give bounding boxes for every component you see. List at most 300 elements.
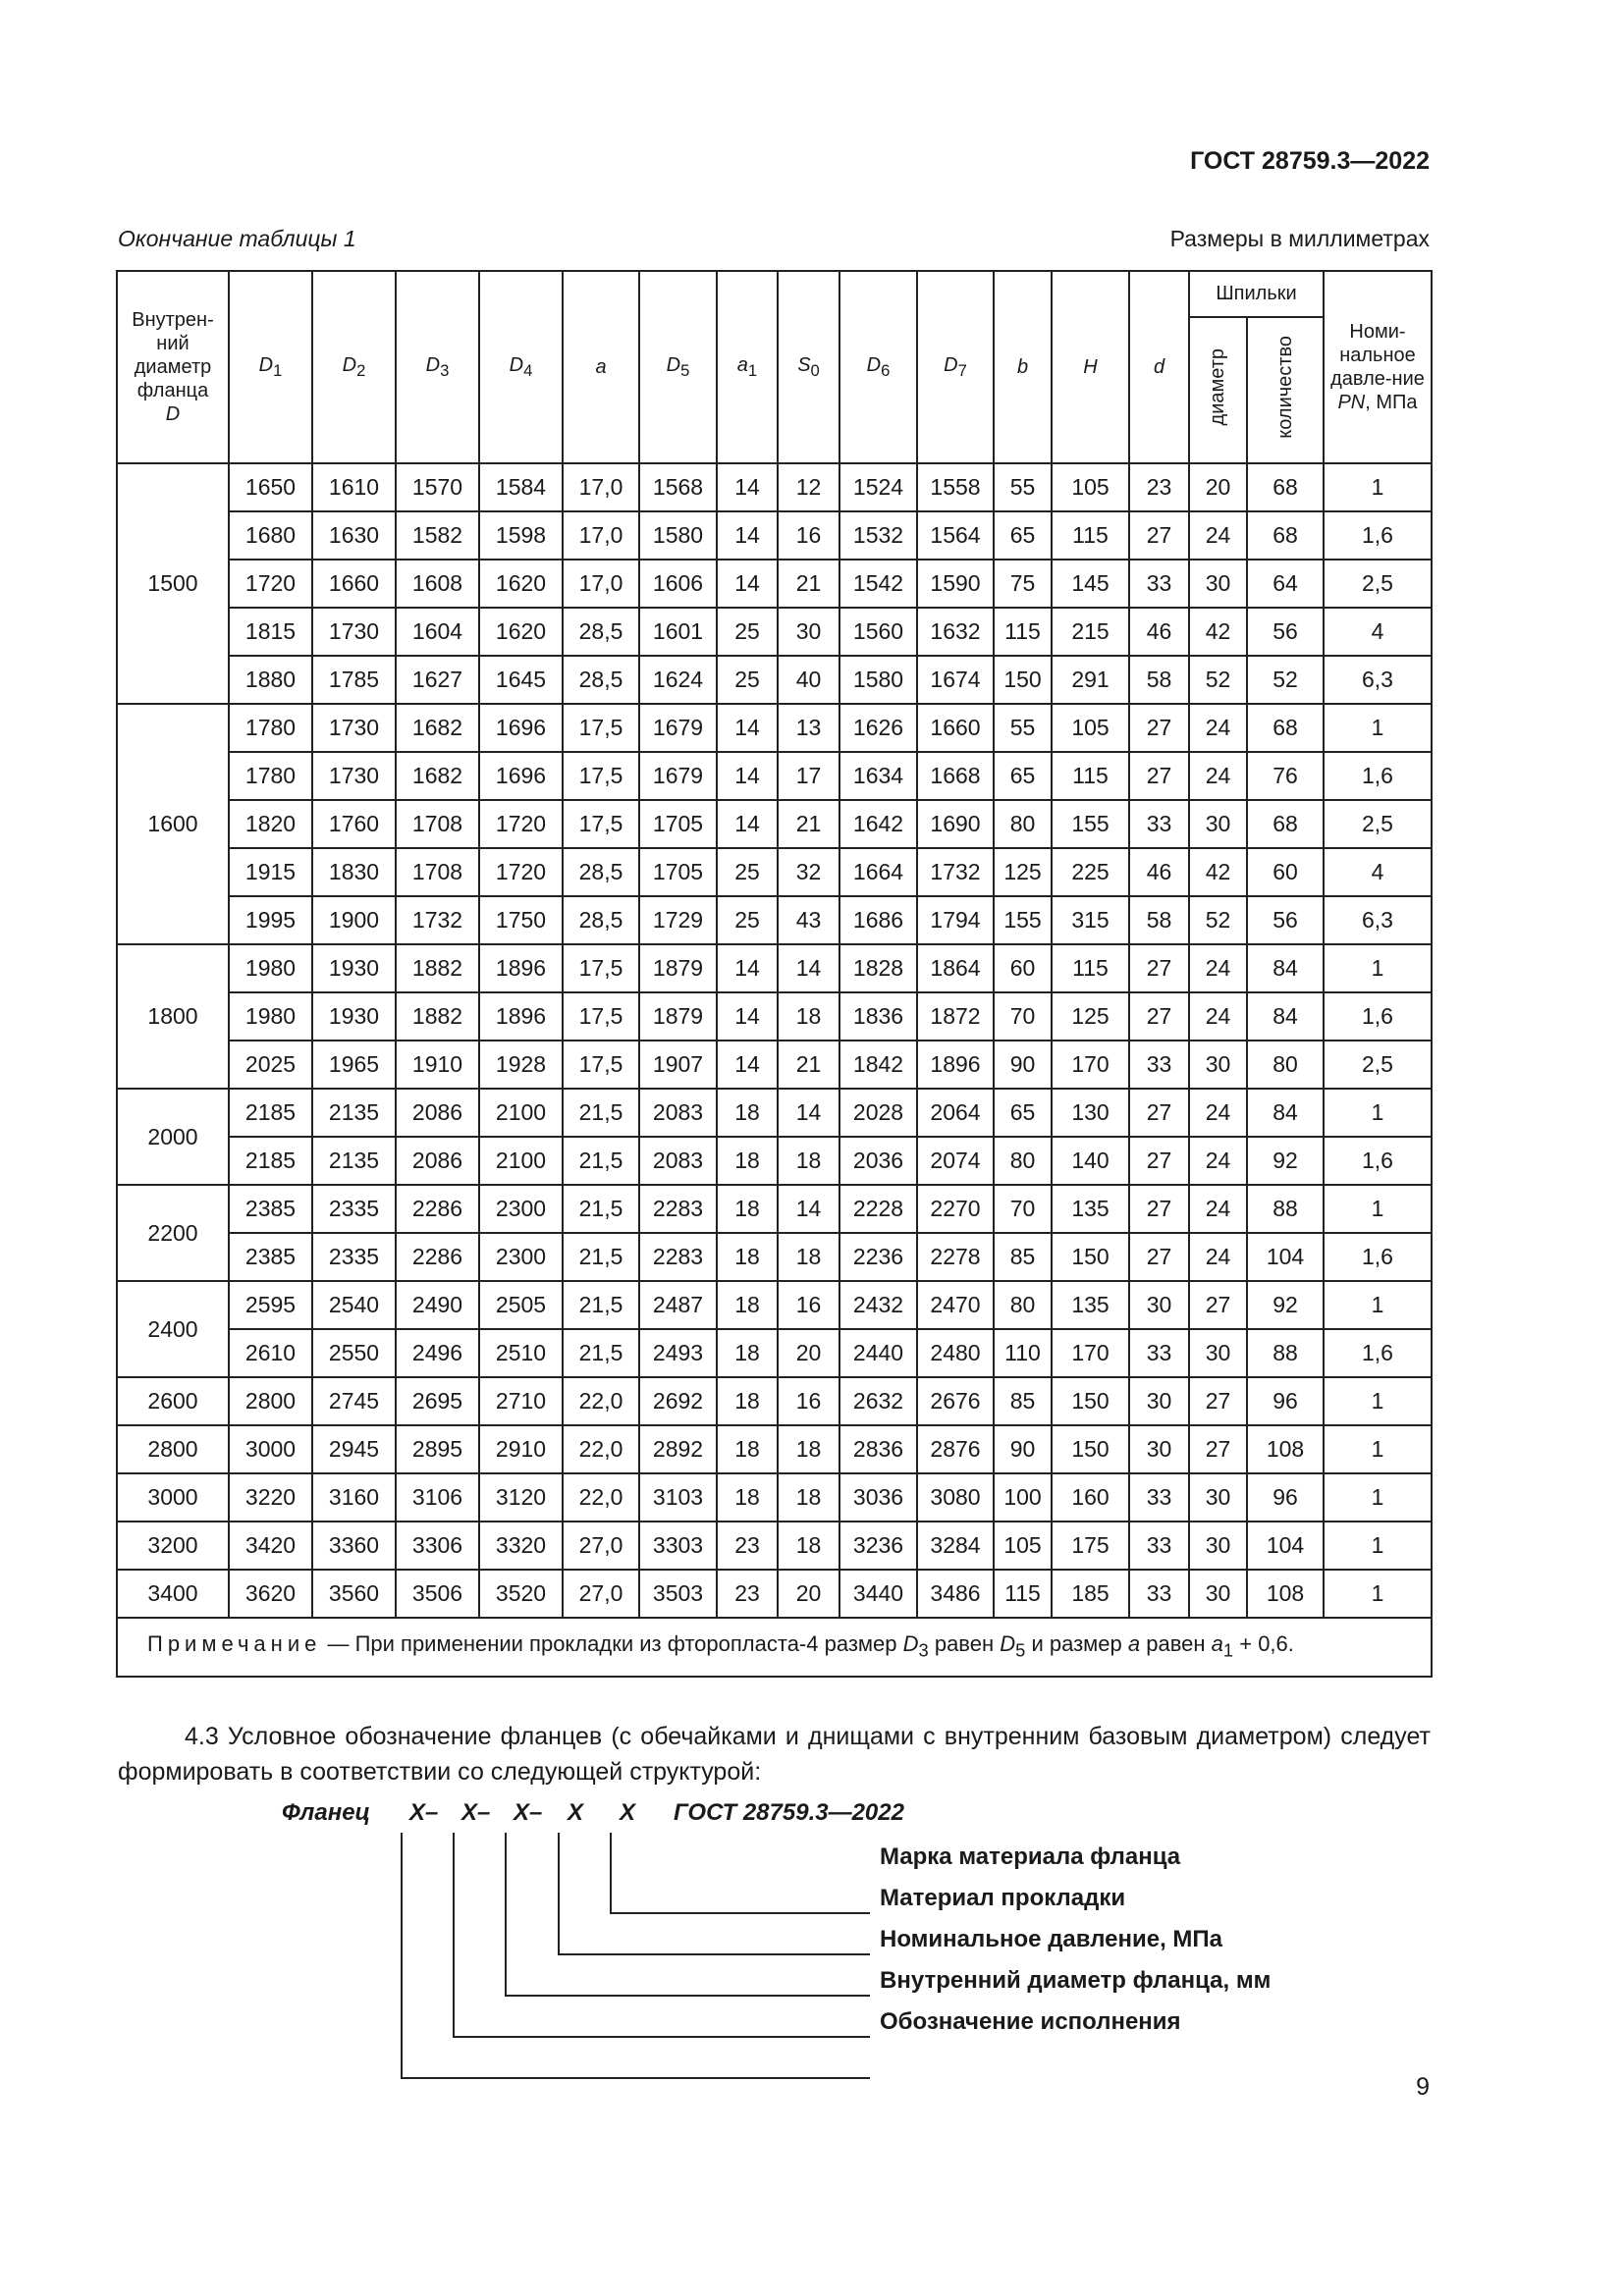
table-cell: 1930: [312, 992, 396, 1041]
table-cell: 2496: [396, 1329, 479, 1377]
table-cell: 3036: [839, 1473, 917, 1522]
table-cell: 1780: [229, 752, 312, 800]
table-cell: 18: [778, 1233, 839, 1281]
table-cell: 1: [1324, 1377, 1432, 1425]
table-cell: 27: [1129, 752, 1189, 800]
table-cell: 84: [1247, 1089, 1324, 1137]
table-cell: 1: [1324, 463, 1432, 511]
leader-vertical-1: [401, 1833, 403, 2079]
col-D7: $D_7$: [917, 271, 994, 463]
table-cell: 1896: [917, 1041, 994, 1089]
label-version-designation: Обозначение исполнения: [880, 2008, 1181, 2035]
col-D5: $D_5$: [639, 271, 717, 463]
table-cell: 2540: [312, 1281, 396, 1329]
table-cell: 140: [1052, 1137, 1129, 1185]
table-cell: 27: [1129, 511, 1189, 560]
table-cell: 2300: [479, 1185, 563, 1233]
table-cell: 28,5: [563, 896, 639, 944]
table-cell: 68: [1247, 511, 1324, 560]
table-cell: 52: [1189, 656, 1247, 704]
table-cell: 2676: [917, 1377, 994, 1425]
table-cell: 52: [1189, 896, 1247, 944]
table-cell: 2385: [229, 1185, 312, 1233]
table-cell: 88: [1247, 1185, 1324, 1233]
table-cell: 58: [1129, 896, 1189, 944]
table-cell: 17,0: [563, 511, 639, 560]
table-row: [117, 1041, 1432, 1089]
table-cell: 16: [778, 511, 839, 560]
table-cell: 1690: [917, 800, 994, 848]
table-cell: 21: [778, 800, 839, 848]
table-cell: 1632: [917, 608, 994, 656]
table-cell: 1627: [396, 656, 479, 704]
table-cell: 17,5: [563, 800, 639, 848]
table-cell: 46: [1129, 848, 1189, 896]
table-cell: 2,5: [1324, 1041, 1432, 1089]
table-cell: 17,5: [563, 992, 639, 1041]
leader-vertical-5: [610, 1833, 612, 1914]
table-cell: 24: [1189, 1185, 1247, 1233]
inner-diameter-cell: 3200: [117, 1522, 229, 1570]
table-cell: 1668: [917, 752, 994, 800]
table-cell: 40: [778, 656, 839, 704]
table-cell: 1598: [479, 511, 563, 560]
table-cell: 21,5: [563, 1233, 639, 1281]
table-row: [117, 944, 1432, 992]
table-row: [117, 1522, 1432, 1570]
table-cell: 6,3: [1324, 896, 1432, 944]
col-stud-count: количество: [1247, 317, 1324, 463]
table-cell: 108: [1247, 1570, 1324, 1618]
table-cell: 1,6: [1324, 1137, 1432, 1185]
table-cell: 1780: [229, 704, 312, 752]
table-cell: 18: [778, 1473, 839, 1522]
table-cell: 1: [1324, 1185, 1432, 1233]
table-cell: 135: [1052, 1185, 1129, 1233]
table-cell: 80: [994, 800, 1052, 848]
inner-diameter-cell: 2000: [117, 1089, 229, 1185]
table-cell: 3560: [312, 1570, 396, 1618]
table-cell: 2074: [917, 1137, 994, 1185]
table-cell: 1590: [917, 560, 994, 608]
table-cell: 42: [1189, 608, 1247, 656]
table-cell: 2550: [312, 1329, 396, 1377]
table-cell: 1608: [396, 560, 479, 608]
table-cell: 20: [778, 1570, 839, 1618]
table-cell: 3284: [917, 1522, 994, 1570]
table-cell: 1686: [839, 896, 917, 944]
table-cell: 92: [1247, 1137, 1324, 1185]
leader-horizontal-1: [401, 2077, 870, 2079]
table-cell: 1896: [479, 992, 563, 1041]
table-cell: 1785: [312, 656, 396, 704]
table-cell: 2025: [229, 1041, 312, 1089]
table-cell: 18: [717, 1185, 778, 1233]
table-cell: 30: [1189, 560, 1247, 608]
leader-horizontal-5: [610, 1912, 870, 1914]
table-cell: 46: [1129, 608, 1189, 656]
table-cell: 14: [717, 752, 778, 800]
table-cell: 1696: [479, 704, 563, 752]
table-cell: 115: [1052, 752, 1129, 800]
table-cell: 170: [1052, 1329, 1129, 1377]
table-cell: 3420: [229, 1522, 312, 1570]
table-cell: 3303: [639, 1522, 717, 1570]
table-row: [117, 1185, 1432, 1233]
table-cell: 1928: [479, 1041, 563, 1089]
table-cell: 30: [1189, 800, 1247, 848]
table-cell: 2510: [479, 1329, 563, 1377]
table-cell: 1980: [229, 992, 312, 1041]
col-D3: $D_3$: [396, 271, 479, 463]
table-cell: 2236: [839, 1233, 917, 1281]
table-cell: 14: [717, 704, 778, 752]
table-cell: 18: [778, 1522, 839, 1570]
leader-vertical-2: [453, 1833, 455, 2038]
table-cell: 21,5: [563, 1281, 639, 1329]
table-cell: 16: [778, 1377, 839, 1425]
table-cell: 1896: [479, 944, 563, 992]
table-cell: 1730: [312, 704, 396, 752]
label-flange-material: Марка материала фланца: [880, 1843, 1181, 1870]
table-cell: 1732: [396, 896, 479, 944]
table-cell: 22,0: [563, 1473, 639, 1522]
table-cell: 1582: [396, 511, 479, 560]
inner-diameter-cell: 1800: [117, 944, 229, 1089]
table-cell: 84: [1247, 944, 1324, 992]
table-cell: 27,0: [563, 1570, 639, 1618]
col-studs: Шпильки: [1189, 271, 1324, 317]
leader-vertical-3: [505, 1833, 507, 1997]
table-cell: 1: [1324, 704, 1432, 752]
table-cell: 150: [1052, 1233, 1129, 1281]
table-cell: 65: [994, 1089, 1052, 1137]
table-cell: 1828: [839, 944, 917, 992]
table-cell: 65: [994, 511, 1052, 560]
table-cell: 88: [1247, 1329, 1324, 1377]
table-cell: 1750: [479, 896, 563, 944]
table-cell: 1: [1324, 1570, 1432, 1618]
table-cell: 115: [994, 1570, 1052, 1618]
table-cell: 68: [1247, 463, 1324, 511]
table-cell: 92: [1247, 1281, 1324, 1329]
table-cell: 18: [717, 1377, 778, 1425]
table-cell: 18: [778, 992, 839, 1041]
table-cell: 104: [1247, 1233, 1324, 1281]
table-cell: 22,0: [563, 1425, 639, 1473]
col-S0: $S_0$: [778, 271, 839, 463]
col-b: b: [994, 271, 1052, 463]
table-cell: 1: [1324, 944, 1432, 992]
table-cell: 24: [1189, 944, 1247, 992]
designation-x1: Х–: [409, 1799, 439, 1826]
table-cell: 2278: [917, 1233, 994, 1281]
table-cell: 27: [1189, 1281, 1247, 1329]
table-cell: 17,5: [563, 752, 639, 800]
table-cell: 27: [1129, 1089, 1189, 1137]
table-cell: 1836: [839, 992, 917, 1041]
table-cell: 291: [1052, 656, 1129, 704]
table-cell: 18: [778, 1137, 839, 1185]
table-row: [117, 656, 1432, 704]
designation-x2: Х–: [461, 1799, 491, 1826]
table-row: [117, 848, 1432, 896]
table-cell: 1558: [917, 463, 994, 511]
table-cell: 85: [994, 1377, 1052, 1425]
table-cell: 24: [1189, 752, 1247, 800]
table-cell: 1679: [639, 704, 717, 752]
table-cell: 110: [994, 1329, 1052, 1377]
table-cell: 2710: [479, 1377, 563, 1425]
table-cell: 3520: [479, 1570, 563, 1618]
table-cell: 104: [1247, 1522, 1324, 1570]
table-cell: 30: [1189, 1329, 1247, 1377]
table-row: [117, 800, 1432, 848]
table-cell: 115: [994, 608, 1052, 656]
table-cell: 43: [778, 896, 839, 944]
table-row: [117, 1425, 1432, 1473]
table-cell: 2695: [396, 1377, 479, 1425]
table-cell: 56: [1247, 896, 1324, 944]
col-D4: $D_4$: [479, 271, 563, 463]
table-cell: 27,0: [563, 1522, 639, 1570]
table-cell: 33: [1129, 1522, 1189, 1570]
table-cell: 96: [1247, 1377, 1324, 1425]
col-D2: $D_2$: [312, 271, 396, 463]
table-cell: 1872: [917, 992, 994, 1041]
table-cell: 3360: [312, 1522, 396, 1570]
table-cell: 33: [1129, 560, 1189, 608]
table-cell: 80: [994, 1137, 1052, 1185]
table-cell: 1580: [639, 511, 717, 560]
table-cell: 1580: [839, 656, 917, 704]
table-cell: 14: [717, 463, 778, 511]
designation-standard: ГОСТ 28759.3—2022: [674, 1799, 904, 1826]
table-cell: 25: [717, 848, 778, 896]
section-4-3-paragraph: 4.3 Условное обозначение фланцев (с обечайками и днищами с внутренним базовым диаметром) следует формировать в соответствии со следующей структурой:: [118, 1723, 1431, 1786]
table-cell: 1760: [312, 800, 396, 848]
table-cell: 2086: [396, 1137, 479, 1185]
table-cell: 2490: [396, 1281, 479, 1329]
table-cell: 25: [717, 656, 778, 704]
table-cell: 52: [1247, 656, 1324, 704]
col-stud-diameter: диаметр: [1189, 317, 1247, 463]
table-cell: 42: [1189, 848, 1247, 896]
table-cell: 315: [1052, 896, 1129, 944]
table-cell: 24: [1189, 1089, 1247, 1137]
table-cell: 23: [1129, 463, 1189, 511]
table-cell: 2487: [639, 1281, 717, 1329]
table-cell: 2083: [639, 1089, 717, 1137]
table-cell: 2632: [839, 1377, 917, 1425]
table-cell: 1542: [839, 560, 917, 608]
table-cell: 2610: [229, 1329, 312, 1377]
leader-vertical-4: [558, 1833, 560, 1955]
table-cell: 3440: [839, 1570, 917, 1618]
table-cell: 125: [1052, 992, 1129, 1041]
table-cell: 33: [1129, 1570, 1189, 1618]
table-cell: 33: [1129, 800, 1189, 848]
leader-horizontal-4: [558, 1953, 870, 1955]
table-cell: 1842: [839, 1041, 917, 1089]
table-cell: 1732: [917, 848, 994, 896]
table-note: Примечание — При применении прокладки из фторопласта-4 размер $D_3$ равен $D_5$ и размер a равен $a_1 + 0,6$.: [117, 1618, 1432, 1677]
table-cell: 1900: [312, 896, 396, 944]
table-cell: 2910: [479, 1425, 563, 1473]
table-cell: 225: [1052, 848, 1129, 896]
table-cell: 1864: [917, 944, 994, 992]
table-cell: 14: [778, 1185, 839, 1233]
table-cell: 17,5: [563, 704, 639, 752]
table-cell: 28,5: [563, 848, 639, 896]
table-cell: 28,5: [563, 656, 639, 704]
col-nominal-pressure: Номи-нальное давле-ние PN, МПа: [1324, 271, 1432, 463]
table-cell: 2440: [839, 1329, 917, 1377]
col-a: a: [563, 271, 639, 463]
table-cell: 160: [1052, 1473, 1129, 1522]
table-cell: 1682: [396, 752, 479, 800]
table-cell: 17: [778, 752, 839, 800]
table-cell: 80: [994, 1281, 1052, 1329]
designation-x4: Х: [568, 1799, 584, 1826]
table-cell: 21: [778, 1041, 839, 1089]
table-cell: 2800: [229, 1377, 312, 1425]
table-cell: 1624: [639, 656, 717, 704]
table-cell: 4: [1324, 608, 1432, 656]
table-cell: 28,5: [563, 608, 639, 656]
table-cell: 3000: [229, 1425, 312, 1473]
table-cell: 3620: [229, 1570, 312, 1618]
table-cell: 14: [717, 800, 778, 848]
table-cell: 2,5: [1324, 560, 1432, 608]
table-cell: 3320: [479, 1522, 563, 1570]
table-cell: 1584: [479, 463, 563, 511]
table-cell: 17,0: [563, 560, 639, 608]
table-row: [117, 1473, 1432, 1522]
table-cell: 33: [1129, 1329, 1189, 1377]
table-cell: 60: [994, 944, 1052, 992]
col-D1: $D_1$: [229, 271, 312, 463]
table-row: [117, 896, 1432, 944]
table-cell: 1965: [312, 1041, 396, 1089]
table-cell: 150: [1052, 1425, 1129, 1473]
page-number: 9: [1416, 2073, 1430, 2101]
table-cell: 130: [1052, 1089, 1129, 1137]
table-cell: 1705: [639, 848, 717, 896]
table-cell: 27: [1129, 704, 1189, 752]
table-cell: 24: [1189, 704, 1247, 752]
table-cell: 115: [1052, 511, 1129, 560]
table-cell: 3103: [639, 1473, 717, 1522]
table-cell: 33: [1129, 1041, 1189, 1089]
table-cell: 2385: [229, 1233, 312, 1281]
col-H: H: [1052, 271, 1129, 463]
units-caption: Размеры в миллиметрах: [1169, 226, 1430, 251]
table-cell: 1650: [229, 463, 312, 511]
table-row: [117, 1281, 1432, 1329]
table-cell: 3503: [639, 1570, 717, 1618]
table-cell: 80: [1247, 1041, 1324, 1089]
table-cell: 18: [717, 1329, 778, 1377]
table-cell: 20: [1189, 463, 1247, 511]
table-cell: 1882: [396, 944, 479, 992]
table-cell: 1879: [639, 944, 717, 992]
table-cell: 2286: [396, 1185, 479, 1233]
table-cell: 60: [1247, 848, 1324, 896]
table-cell: 1907: [639, 1041, 717, 1089]
table-cell: 18: [717, 1137, 778, 1185]
table-cell: 1: [1324, 1522, 1432, 1570]
table-cell: 3306: [396, 1522, 479, 1570]
table-cell: 1708: [396, 800, 479, 848]
leader-horizontal-3: [505, 1995, 870, 1997]
leader-horizontal-2: [453, 2036, 870, 2038]
table-cell: 2836: [839, 1425, 917, 1473]
table-cell: 25: [717, 896, 778, 944]
table-cell: 1660: [312, 560, 396, 608]
col-a1: $a_1$: [717, 271, 778, 463]
table-cell: 1879: [639, 992, 717, 1041]
table-cell: 30: [1189, 1041, 1247, 1089]
table-cell: 1,6: [1324, 992, 1432, 1041]
table-cell: 18: [717, 1233, 778, 1281]
table-cell: 68: [1247, 800, 1324, 848]
label-inner-diameter: Внутренний диаметр фланца, мм: [880, 1967, 1272, 1994]
table-cell: 2505: [479, 1281, 563, 1329]
table-body: [117, 463, 1432, 1618]
table-cell: 24: [1189, 511, 1247, 560]
table-cell: 30: [1129, 1377, 1189, 1425]
table-cell: 1730: [312, 608, 396, 656]
table-cell: 1620: [479, 608, 563, 656]
table-cell: 1880: [229, 656, 312, 704]
table-cell: 32: [778, 848, 839, 896]
table-cell: 1,6: [1324, 1233, 1432, 1281]
table-cell: 2876: [917, 1425, 994, 1473]
table-cell: 2036: [839, 1137, 917, 1185]
table-cell: 170: [1052, 1041, 1129, 1089]
table-cell: 14: [717, 944, 778, 992]
table-cell: 1720: [479, 800, 563, 848]
table-cell: 14: [778, 1089, 839, 1137]
table-cell: 1610: [312, 463, 396, 511]
table-row: [117, 1233, 1432, 1281]
table-cell: 25: [717, 608, 778, 656]
table-cell: 30: [1189, 1473, 1247, 1522]
table-row: [117, 511, 1432, 560]
table-cell: 1882: [396, 992, 479, 1041]
table-cell: 58: [1129, 656, 1189, 704]
table-cell: 3220: [229, 1473, 312, 1522]
table-row: [117, 608, 1432, 656]
table-cell: 2335: [312, 1185, 396, 1233]
table-cell: 1564: [917, 511, 994, 560]
table-cell: 2595: [229, 1281, 312, 1329]
table-cell: 135: [1052, 1281, 1129, 1329]
table-cell: 115: [1052, 944, 1129, 992]
label-nominal-pressure: Номинальное давление, МПа: [880, 1926, 1223, 1952]
table-cell: 3506: [396, 1570, 479, 1618]
table-cell: 150: [1052, 1377, 1129, 1425]
table-cell: 2135: [312, 1089, 396, 1137]
table-cell: 1630: [312, 511, 396, 560]
table-cell: 30: [1129, 1425, 1189, 1473]
designation-structure-diagram: [0, 1796, 1624, 2071]
table-cell: 1606: [639, 560, 717, 608]
table-cell: 3160: [312, 1473, 396, 1522]
label-gasket-material: Материал прокладки: [880, 1885, 1126, 1911]
table-cell: 2270: [917, 1185, 994, 1233]
